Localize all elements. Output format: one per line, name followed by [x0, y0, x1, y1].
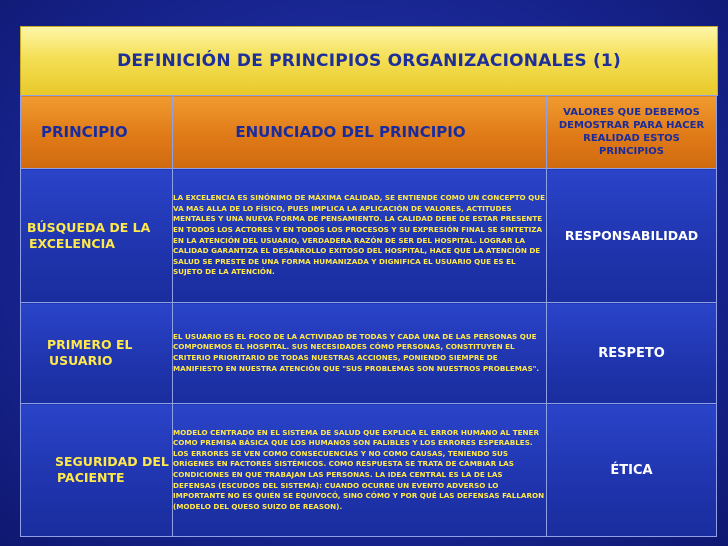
header-statement: ENUNCIADO DEL PRINCIPIO	[235, 123, 466, 141]
statement-text: EL USUARIO ES EL FOCO DE LA ACTIVIDAD DE TODAS Y CADA UNA DE LAS PERSONAS QUE COMPONEMOS EL HOSPITAL. SUS NECESIDADES CÓMO PERSONAS, CONSTITUYEN EL CRITERIO PRIORITARIO DE TODAS NUESTRAS ACCIONES, PONIENDO SIEMPRE DE MANIFIESTO EN NUESTRA ATENCIÓN QUE "SUS PROBLEMAS SON NUESTROS PROBLEMAS".	[173, 331, 540, 373]
principle-label: SEGURIDAD DEL PACIENTE	[55, 454, 169, 485]
header-principle-cell	[21, 96, 173, 169]
statement-cell	[173, 404, 547, 537]
statement-text: MODELO CENTRADO EN EL SISTEMA DE SALUD QUE EXPLICA EL ERROR HUMANO AL TENER COMO PREMISA BÁSICA QUE LOS HUMANOS SON FALIBLES Y LOS ERRORES ESPERABLES. LOS ERRORES SE VEN COMO CONSECUENCIAS Y NO COMO CAUSAS, TENIENDO SUS ORÍGENES EN FACTORES SISTÉMICOS. COMO RESPUESTA SE TRATA DE CAMBIAR LAS CONDICIONES EN QUE TRABAJAN LAS PERSONAS. LA IDEA CENTRAL ES LA DE LAS DEFENSAS (ESCUDOS DEL SISTEMA): CUANDO OCURRE UN EVENTO ADVERSO LO IMPORTANTE NO ES QUIÉN SE EQUIVOCÓ, SINO CÓMO Y POR QUÉ LAS DEFENSAS FALLARON (MODELO DEL QUESO SUIZO DE REASON).	[173, 427, 545, 511]
value-cell	[547, 404, 717, 537]
table-header-row	[21, 96, 717, 169]
value-cell	[547, 303, 717, 404]
table-row	[21, 169, 717, 303]
statement-cell	[173, 169, 547, 303]
value-label: ÉTICA	[610, 462, 653, 478]
principle-cell	[21, 404, 173, 537]
value-label: RESPONSABILIDAD	[564, 228, 699, 243]
header-values-cell	[547, 96, 717, 169]
value-label: RESPETO	[598, 345, 665, 361]
principle-cell	[21, 169, 173, 303]
principles-table	[20, 95, 717, 537]
title-bar	[20, 26, 718, 96]
table-row	[21, 404, 717, 537]
statement-cell	[173, 303, 547, 404]
principle-label: PRIMERO EL USUARIO	[47, 337, 133, 368]
table-row	[21, 303, 717, 404]
principle-cell	[21, 303, 173, 404]
header-values: VALORES QUE DEBEMOS DEMOSTRAR PARA HACER REALIDAD ESTOS PRINCIPIOS	[558, 107, 705, 157]
slide-title: DEFINICIÓN DE PRINCIPIOS ORGANIZACIONALES (1)	[117, 51, 621, 71]
header-principle: PRINCIPIO	[41, 123, 128, 141]
value-cell	[547, 169, 717, 303]
statement-text: LA EXCELENCIA ES SINÓNIMO DE MÁXIMA CALIDAD, SE ENTIENDE COMO UN CONCEPTO QUE VA MAS ALLA DE LO FÍSICO, PUES IMPLICA LA APLICACIÓN DE VALORES, ACTITUDES MENTALES Y UNA NUEVA FORMA DE PENSAMIENTO. LA CALIDAD DEBE DE ESTAR PRESENTE EN TODOS LOS ACTORES Y EN TODOS LOS PROCESOS Y SU EXPRESIÓN FINAL SE SINTETIZA EN LA ATENCIÓN DEL USUARIO, VERDADERA RAZÓN DE SER DEL HOSPITAL. LOGRAR LA CALIDAD GARANTIZA EL DESARROLLO EXITOSO DEL HOSPITAL, HACE QUE LA ATENCIÓN DE SALUD SE PRESTE DE UNA FORMA HUMANIZADA Y DIGNIFICA EL USUARIO QUE ES EL SUJETO DE LA ATENCIÓN.	[173, 193, 546, 277]
header-statement-cell	[173, 96, 547, 169]
principle-label: BÚSQUEDA DE LA EXCELENCIA	[27, 219, 151, 251]
